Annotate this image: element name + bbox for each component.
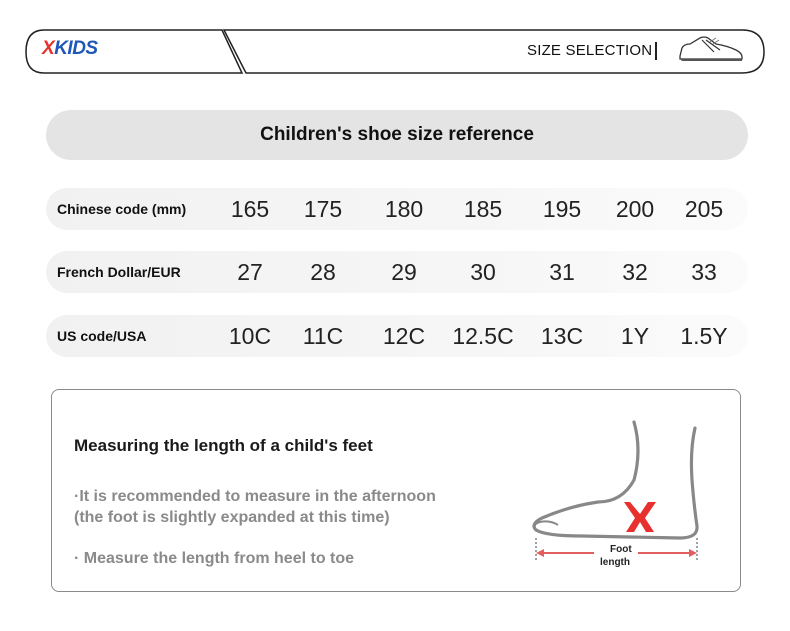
size-cell: 28: [310, 259, 336, 285]
foot-outline-icon: [522, 410, 732, 575]
title-banner: [46, 110, 748, 160]
size-cell: 29: [391, 259, 417, 285]
size-cell: 175: [303, 196, 343, 222]
size-cell: 195: [542, 196, 582, 222]
brand-logo: XKIDS: [42, 38, 98, 59]
size-cell: 200: [615, 196, 655, 222]
size-row-eur: [46, 251, 748, 293]
row-label: Chinese code (mm): [57, 201, 187, 217]
size-cell: 33: [691, 259, 717, 285]
shoe-icon: [676, 32, 746, 64]
row-label: French Dollar/EUR: [57, 264, 181, 280]
size-selection-label: SIZE SELECTION: [527, 42, 653, 59]
size-cell: 1.5Y: [680, 323, 728, 349]
size-cell: 1Y: [620, 323, 650, 349]
size-cell: 31: [549, 259, 575, 285]
size-cell: 27: [237, 259, 263, 285]
size-cell: 11C: [302, 323, 344, 349]
size-row-chinese: [46, 188, 748, 230]
measure-tip: · Measure the length from heel to toe: [74, 550, 355, 567]
size-cell: 32: [622, 259, 648, 285]
foot-label-line2: length: [600, 557, 630, 568]
size-cell: 10C: [228, 323, 272, 349]
size-cell: 12C: [382, 323, 426, 349]
size-cell: 205: [684, 196, 724, 222]
size-cell: 165: [230, 196, 270, 222]
size-cell: 185: [463, 196, 503, 222]
size-cell: 180: [384, 196, 424, 222]
measure-tip: ·It is recommended to measure in the afternoon (the foot is slightly expanded at this time): [74, 488, 436, 526]
measuring-guide: [51, 389, 741, 592]
size-cell: 12.5C: [452, 323, 514, 349]
row-label: US code/USA: [57, 328, 147, 344]
size-row-us: [46, 315, 748, 357]
foot-label-line1: Foot: [610, 544, 632, 555]
header-bar: [0, 0, 790, 90]
header-frame: [0, 0, 790, 90]
header-divider: [655, 42, 657, 60]
page-title: Children's shoe size reference: [260, 124, 534, 145]
measure-title: Measuring the length of a child's feet: [74, 436, 373, 455]
size-cell: 30: [470, 259, 496, 285]
size-cell: 13C: [540, 323, 584, 349]
